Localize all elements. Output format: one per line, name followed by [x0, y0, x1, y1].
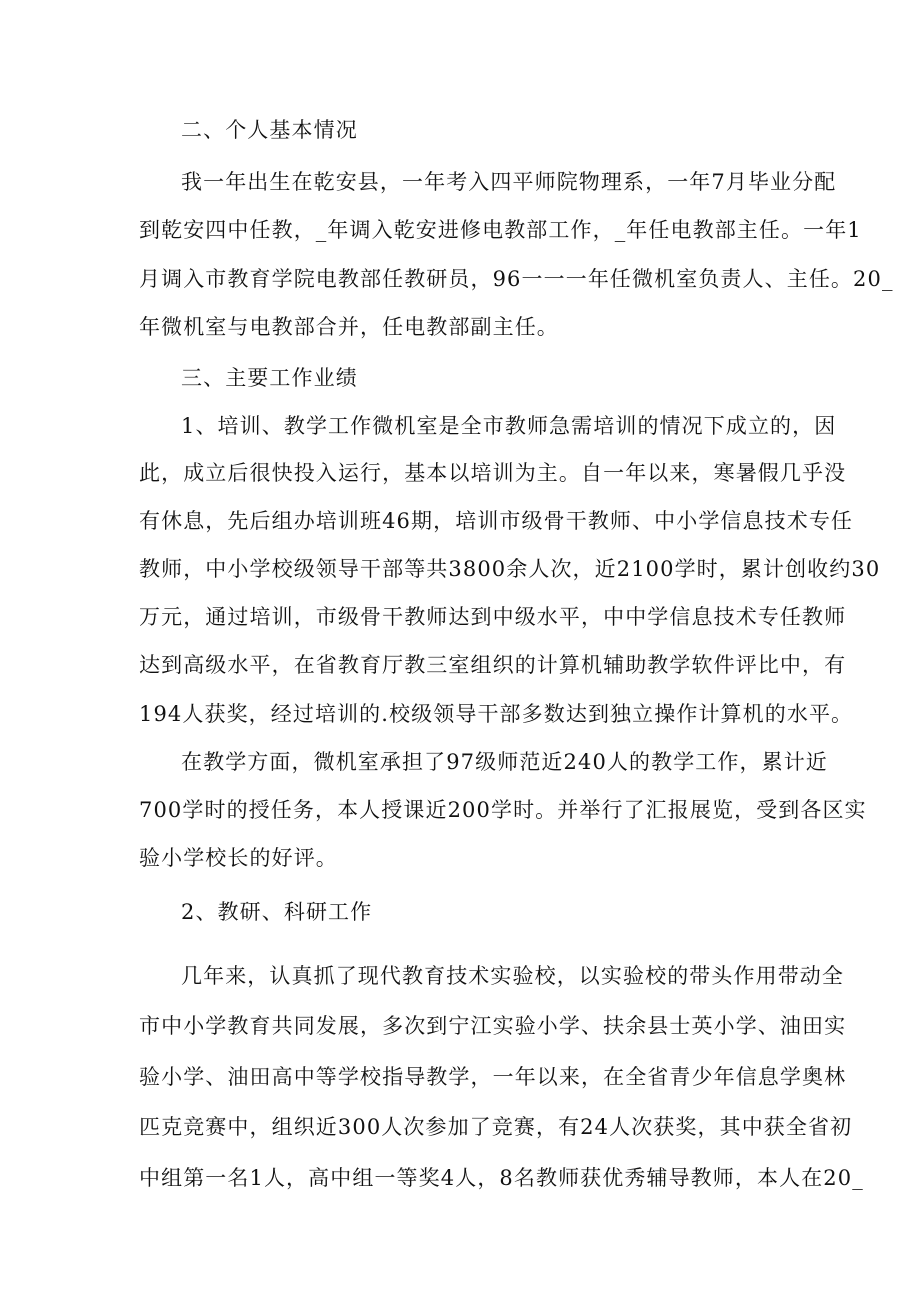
paragraph-line: 中组第一名1人，高中组一等奖4人，8名教师获优秀辅导教师，本人在20_ [139, 1166, 864, 1190]
paragraph-line: 教师，中小学校级领导干部等共3800余人次，近2100学时，累计创收约30 [139, 557, 881, 581]
paragraph-line: 194人获奖，经过培训的.校级领导干部多数达到独立操作计算机的水平。 [139, 702, 854, 726]
paragraph-line: 验小学、油田高中等学校指导教学，一年以来，在全省青少年信息学奥林 [139, 1065, 847, 1089]
paragraph-line: 年微机室与电教部合并，任电教部副主任。 [139, 315, 559, 339]
paragraph-line: 匹克竞赛中，组织近300人次参加了竞赛，有24人次获奖，其中获全省初 [139, 1115, 853, 1139]
paragraph-line: 700学时的授任务，本人授课近200学时。并举行了汇报展览，受到各区实 [139, 798, 867, 822]
paragraph-line: 验小学校长的好评。 [139, 846, 338, 870]
paragraph-line: 在教学方面，微机室承担了97级师范近240人的教学工作，累计近 [181, 750, 828, 774]
paragraph-line: 有休息，先后组办培训班46期，培训市级骨干教师、中小学信息技术专任 [139, 509, 854, 533]
paragraph-line: 达到高级水平，在省教育厅教三室组织的计算机辅助教学软件评比中，有 [139, 653, 847, 677]
paragraph-line: 1、培训、教学工作微机室是全市教师急需培训的情况下成立的，因 [181, 414, 837, 438]
heading-personal-info: 二、个人基本情况 [181, 118, 358, 142]
heading-main-achievements: 三、主要工作业绩 [181, 366, 358, 390]
heading-research-work: 2、教研、科研工作 [181, 900, 373, 924]
paragraph-line: 万元，通过培训，市级骨干教师达到中级水平，中中学信息技术专任教师 [139, 605, 847, 629]
paragraph-line: 几年来，认真抓了现代教育技术实验校，以实验校的带头作用带动全 [181, 964, 844, 988]
paragraph-line: 月调入市教育学院电教部任教研员，96一一一年任微机室负责人、主任。20_ [139, 267, 894, 291]
paragraph-line: 此，成立后很快投入运行，基本以培训为主。自一年以来，寒暑假几乎没 [139, 461, 847, 485]
paragraph-line: 到乾安四中任教，_年调入乾安进修电教部工作，_年任电教部主任。一年1 [139, 218, 862, 242]
paragraph-line: 我一年出生在乾安县，一年考入四平师院物理系，一年7月毕业分配 [181, 170, 837, 194]
paragraph-line: 市中小学教育共同发展，多次到宁江实验小学、扶余县士英小学、油田实 [139, 1014, 847, 1038]
